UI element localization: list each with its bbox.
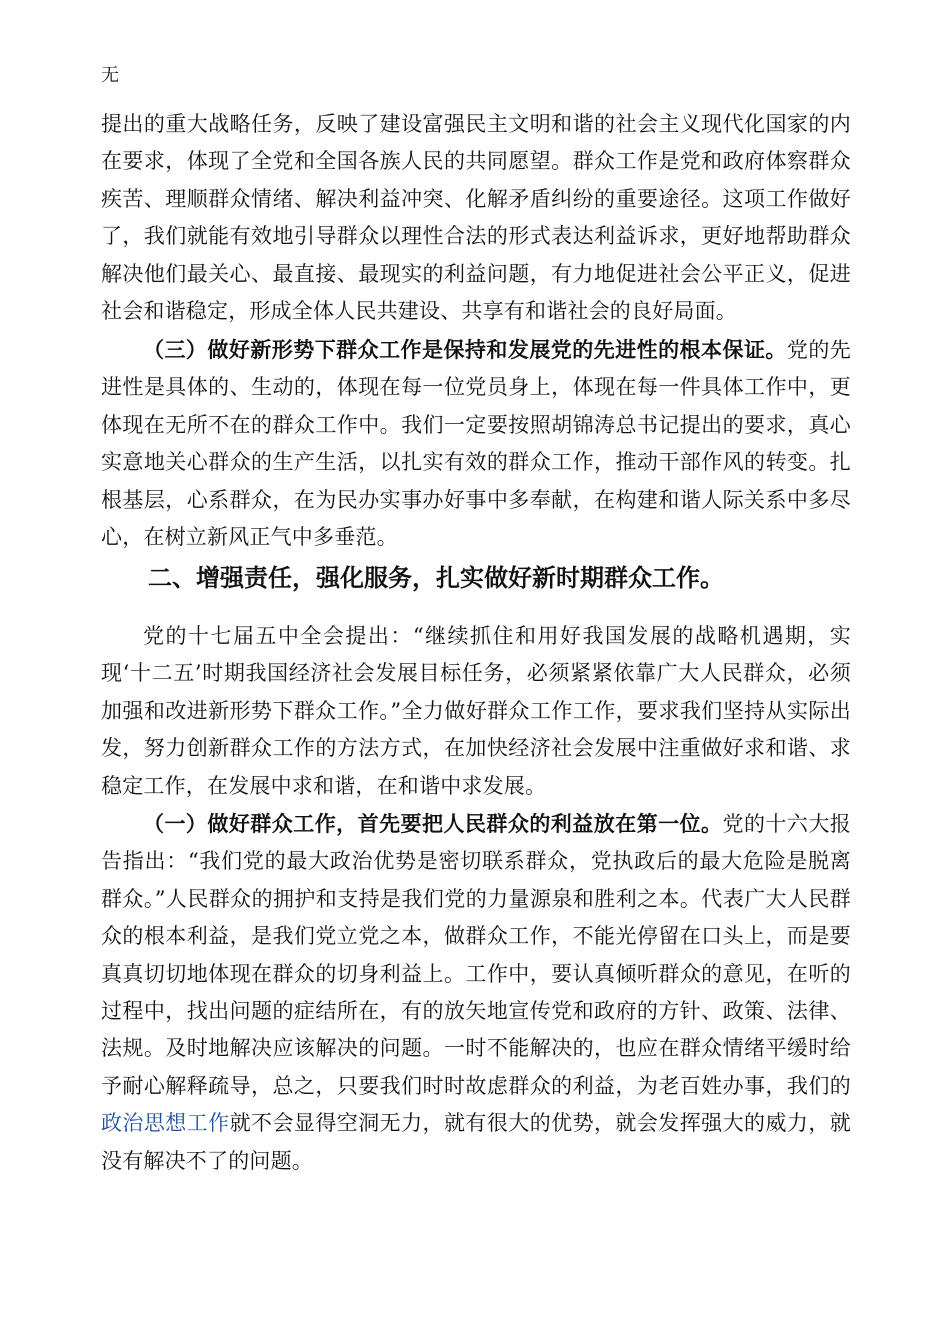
paragraph-4-text-b: 就不会显得空洞无力，就有很大的优势，就会发挥强大的威力，就没有解决不了的问题。 — [101, 1111, 851, 1173]
paragraph-1: 提出的重大战略任务，反映了建设富强民主文明和谐的社会主义现代化国家的内在要求，体现了全党和全国各族人民的共同愿望。群众工作是党和政府体察群众疾苦、理顺群众情绪、解决利益冲突、化解矛盾纠纷的重要途径。这项工作做好了，我们就能有效地引导群众以理性合法的形式表达利益诉求，更好地帮助群众解决他们最关心、最直接、最现实的利益问题，有力地促进社会公平正义，促进社会和谐稳定，形成全体人民共建设、共享有和谐社会的良好局面。 — [101, 112, 851, 324]
page-header-label: 无 — [101, 65, 119, 86]
political-work-link[interactable]: 政治思想工作 — [101, 1111, 230, 1136]
paragraph-3: 党的十七届五中全会提出：“继续抓住和用好我国发展的战略机遇期，实现‘十二五’时期我国经济社会发展目标任务，必须紧紧依靠广大人民群众，必须加强和改进新形势下群众工作。”全力做好群众工作工作，要求我们坚持从实际出发，努力创新群众工作的方法方式，在加快经济社会发展中注重做好求和谐、求稳定工作，在发展中求和谐，在和谐中求发展。 — [101, 624, 851, 798]
paragraph-4-text-a: 党的十六大报告指出：“我们党的最大政治优势是密切联系群众，党执政后的最大危险是脱离群众。”人民群众的拥护和支持是我们党的力量源泉和胜利之本。代表广大人民群众的根本利益，是我们党立党之本，做群众工作，不能光停留在口头上，而是要真真切切地体现在群众的切身利益上。工作中，要认真倾听群众的意见，在听的过程中，找出问题的症结所在，有的放矢地宣传党和政府的方针、政策、法律、法规。及时地解决应该解决的问题。一时不能解决的，也应在群众情绪平缓时给予耐心解释疏导，总之，只要我们时时故虑群众的利益，为老百姓办事，我们的 — [101, 812, 851, 1098]
paragraph-4 — [101, 806, 851, 1180]
paragraph-2-text: 党的先进性是具体的、生动的，体现在每一位党员身上，体现在每一件具体工作中，更体现在无所不在的群众工作中。我们一定要按照胡锦涛总书记提出的要求，真心实意地关心群众的生产生活，以扎实有效的群众工作，推动干部作风的转变。扎根基层，心系群众，在为民办实事办好事中多奉献，在构建和谐人际关系中多尽心，在树立新风正气中多垂范。 — [101, 338, 851, 550]
section-heading-2: 二、增强责任，强化服务，扎实做好新时期群众工作。 — [148, 564, 724, 592]
paragraph-2-heading: （三）做好新形势下群众工作是保持和发展党的先进性的根本保证。 — [143, 338, 787, 362]
paragraph-4-heading: （一）做好群众工作，首先要把人民群众的利益放在第一位。 — [143, 812, 723, 836]
paragraph-2 — [101, 332, 851, 556]
